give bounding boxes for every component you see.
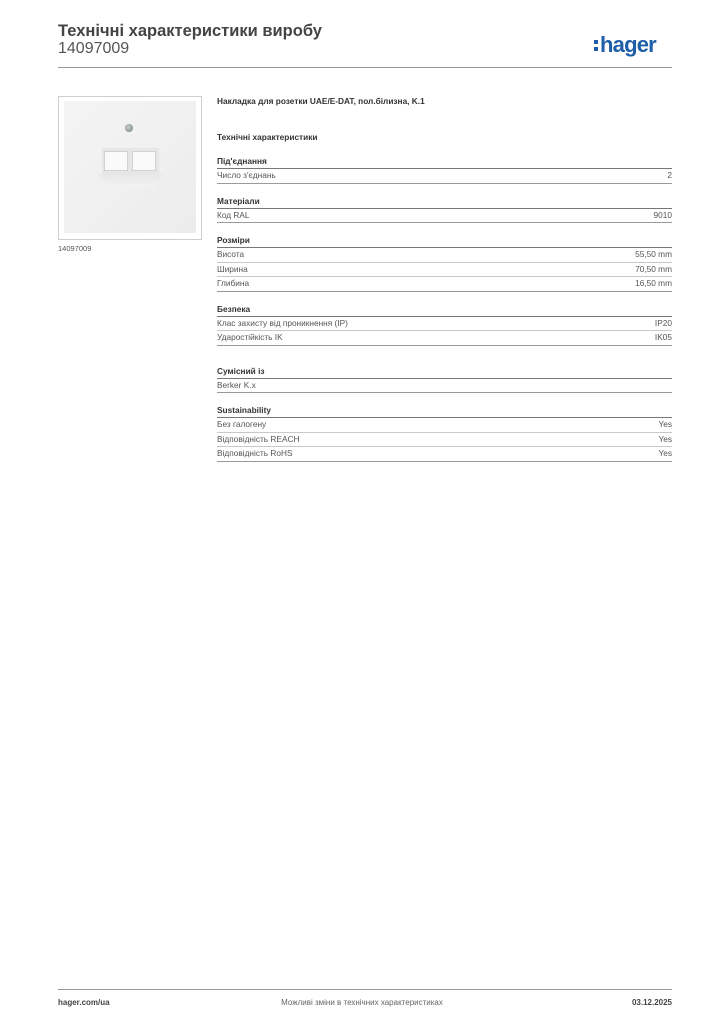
footer-date: 03.12.2025 [631,998,672,1007]
spec-content [217,94,672,462]
spec-row [217,379,672,394]
spec-group-title: Матеріали [217,195,672,209]
spec-label: Число з'єднань [217,170,276,180]
product-name: Накладка для розетки UAE/E-DAT, пол.білизна, K.1 [217,96,425,106]
spec-value: IP20 [654,317,672,328]
spec-row [217,248,672,263]
spec-group [217,365,672,394]
spec-row [217,447,672,462]
spec-row [217,317,672,332]
spec-group [217,303,672,346]
spec-row [217,418,672,433]
spec-row [217,263,672,278]
spec-value: 70,50 mm [635,263,672,274]
section-heading: Технічні характеристики [217,132,318,142]
spec-label: Висота [217,249,245,259]
spec-label: Ударостійкість IK [217,332,283,342]
spec-label: Без галогену [217,419,267,429]
spec-group [217,155,672,184]
spec-group [217,195,672,224]
spec-row [217,277,672,292]
logo-colon-icon [594,40,598,51]
spec-group [217,234,672,292]
spec-label: Код RAL [217,209,250,220]
spec-row [217,331,672,346]
spec-row [217,433,672,448]
spec-label: Клас захисту від проникнення (IP) [217,317,348,328]
spec-label: Відповідність RoHS [217,448,293,458]
spec-value: IK05 [654,332,672,342]
footer-disclaimer: Можливі зміни в технічних характеристиках [281,998,443,1007]
spec-value: 2 [667,170,672,180]
led-indicator-icon [125,124,133,132]
spec-value: 9010 [653,209,672,220]
spec-value: Yes [658,433,672,444]
spec-label: Відповідність REACH [217,433,300,444]
spec-value: 55,50 mm [635,249,672,259]
page-title: Технічні характеристики виробу [58,22,322,40]
spec-label: Ширина [217,263,248,274]
logo-text: hager [600,32,656,57]
product-image [58,96,202,240]
spec-value: Yes [658,419,672,429]
socket-port-icon [104,151,128,171]
hager-logo[interactable] [594,28,656,56]
spec-value: 16,50 mm [635,278,672,288]
spec-row [217,209,672,224]
spec-group-title: Розміри [217,234,672,248]
spec-value: Yes [658,448,672,458]
spec-label: Глибина [217,278,250,288]
spec-label: Berker K.x [217,379,256,390]
footer-divider [58,989,672,990]
spec-groups [217,155,672,462]
spec-group-title: Сумісний із [217,365,672,379]
image-caption: 14097009 [58,244,92,253]
spec-group [217,404,672,462]
socket-port-icon [132,151,156,171]
spec-group-title: Під'єднання [217,155,672,169]
product-code: 14097009 [58,40,130,57]
header-divider [58,67,672,68]
spec-group-title: Безпека [217,303,672,317]
spec-row [217,169,672,184]
spec-group-title: Sustainability [217,404,672,418]
product-plate-image [64,101,196,233]
footer-website-link[interactable]: hager.com/ua [58,998,110,1007]
